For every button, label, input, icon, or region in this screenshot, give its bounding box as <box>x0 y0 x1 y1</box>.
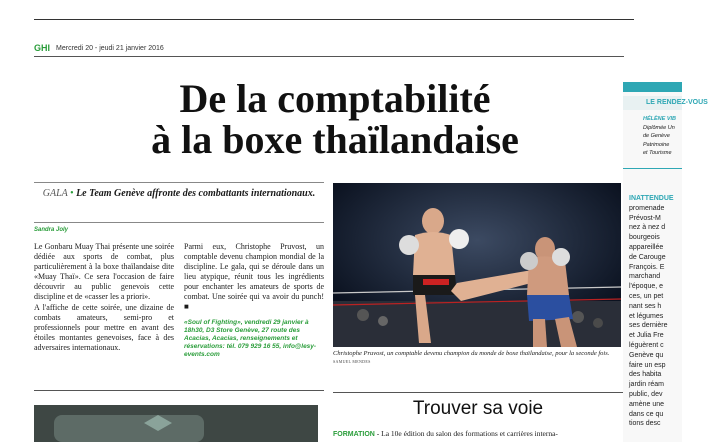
headline-line-2: à la boxe thaïlandaise <box>151 117 519 162</box>
sidebar-body-line: et légumes <box>629 312 664 320</box>
sidebar-body-line: François. E <box>629 263 665 271</box>
sidebar-body-line: jardin réam <box>629 381 665 389</box>
sidebar-author-line: Diplômée Un <box>643 124 675 131</box>
sidebar-title: LE RENDEZ-VOUS <box>623 96 682 110</box>
kicker-rule-bottom <box>34 222 324 223</box>
sidebar-body-line: et Julia Fre <box>629 332 664 340</box>
sidebar-body-line: Genève qu <box>629 351 664 359</box>
sidebar-body-line: marchand <box>629 273 661 281</box>
second-article-lead-text: - La 10e édition du salon des formations et carrières interna- <box>374 429 558 438</box>
kicker-rule-top <box>34 182 324 183</box>
second-article-lead <box>333 429 623 438</box>
sidebar-body-line: de Carouge <box>629 253 666 261</box>
sidebar-accent-bar <box>623 82 682 92</box>
byline: Sandra Joly <box>34 227 69 233</box>
kicker-text: Le Team Genève affronte des combattants internationaux. <box>76 188 316 199</box>
sidebar-body-line: nez à nez d <box>629 224 666 232</box>
second-article-kicker: FORMATION <box>333 431 375 438</box>
sidebar-author-name: HÉLÈNE VIB <box>643 116 677 122</box>
sidebar-body-line: ses dernière <box>629 322 668 330</box>
caption-text: Christophe Pruvost, un comptable devenu champion du monde de boxe thaïlandaise, pour la seconde fois. <box>333 350 610 357</box>
photo-credit: SAMUEL MENDES <box>333 359 371 364</box>
col1-paragraph-1: Le Gonbaru Muay Thai présente une soirée dédiée aux sports de combat, plus particulièrement à la boxe thaïlandaise dite «Muay Thaï». Ce sera l'occasion de faire découvrir au public genevois cette discipline et de «casser les a priori». <box>34 242 174 301</box>
headline-line-1: De la comptabilité <box>179 76 491 121</box>
sidebar-body-line: léguèrent c <box>629 341 664 349</box>
sidebar-body-line: faire un esp <box>629 361 666 369</box>
page-header <box>34 40 644 56</box>
kicker-bullet: • <box>70 188 77 199</box>
sidebar-body-line: promenade <box>629 204 665 212</box>
col1-paragraph-2: A l'affiche de cette soirée, une dizaine de combats amateurs, semi-pro et professionnels pour mettre en avant des étoiles montantes genevoises, face à des adversaires internationaux. <box>34 303 174 352</box>
sidebar-body-line: amène une <box>629 400 665 408</box>
section-rule-right <box>333 392 623 393</box>
sidebar-body-line: des habita <box>629 371 662 379</box>
boxing-photo-illustration <box>333 183 621 347</box>
sidebar-author-line: Patrimoine <box>643 141 670 148</box>
sidebar-body-line: dans ce qu <box>629 410 664 418</box>
second-article-headline: Trouver sa voie <box>412 398 544 419</box>
sidebar-author-line: de Genève <box>643 133 670 139</box>
sidebar-author-line: et Tourisme <box>643 150 672 156</box>
sidebar-body-line: ces, un pet <box>629 292 664 300</box>
kicker-tag: GALA <box>42 188 68 199</box>
sidebar-body-line: nant ses h <box>629 302 662 310</box>
header-rule <box>34 56 624 57</box>
sidebar-body-line: appareillée <box>629 243 664 251</box>
sidebar-author <box>643 115 676 158</box>
lower-photo <box>34 405 318 442</box>
sidebar-body-lines <box>629 204 682 429</box>
article-column-1 <box>34 242 174 354</box>
article-headline <box>70 78 600 160</box>
sidebar-body-line: l'époque, e <box>629 283 664 291</box>
sidebar-rendezvous <box>623 82 708 442</box>
sidebar-body-line: Prévost-M <box>629 214 661 222</box>
event-info: «Soul of Fighting», vendredi 29 janvier à 18h30, D3 Store Genève, 27 route des Acacias, Acacias, renseignements et réservations: tél. 079 929 16 55, info@lesy-events.com <box>184 319 317 358</box>
sidebar-body <box>629 194 682 429</box>
sidebar-body-lead: INATTENDUE <box>629 195 674 202</box>
issue-date: Mercredi 20 - jeudi 21 janvier 2016 <box>56 44 164 52</box>
photo-caption <box>333 350 623 366</box>
lower-photo-illustration <box>34 405 318 442</box>
article-column-2 <box>184 242 324 359</box>
sidebar-separator <box>623 168 682 169</box>
section-rule-left <box>34 390 324 391</box>
publication-name: GHI <box>34 43 51 53</box>
sidebar-body-line: tions desc <box>629 420 661 428</box>
top-rule <box>34 19 634 20</box>
sidebar-body-line: bourgeois <box>629 234 660 242</box>
col2-paragraph-1: Parmi eux, Christophe Pruvost, un comptable devenu champion mondial de la discipline. Le gala, qui se déroule dans un lieu atypique, réunit tous les ingrédients pour enchanter les amateurs de sports de combat. Une soirée qui va avoir du punch! ■ <box>184 242 324 311</box>
sidebar-body-line: public, dev <box>629 390 663 398</box>
boxing-photo <box>333 183 621 347</box>
article-kicker <box>34 188 324 200</box>
